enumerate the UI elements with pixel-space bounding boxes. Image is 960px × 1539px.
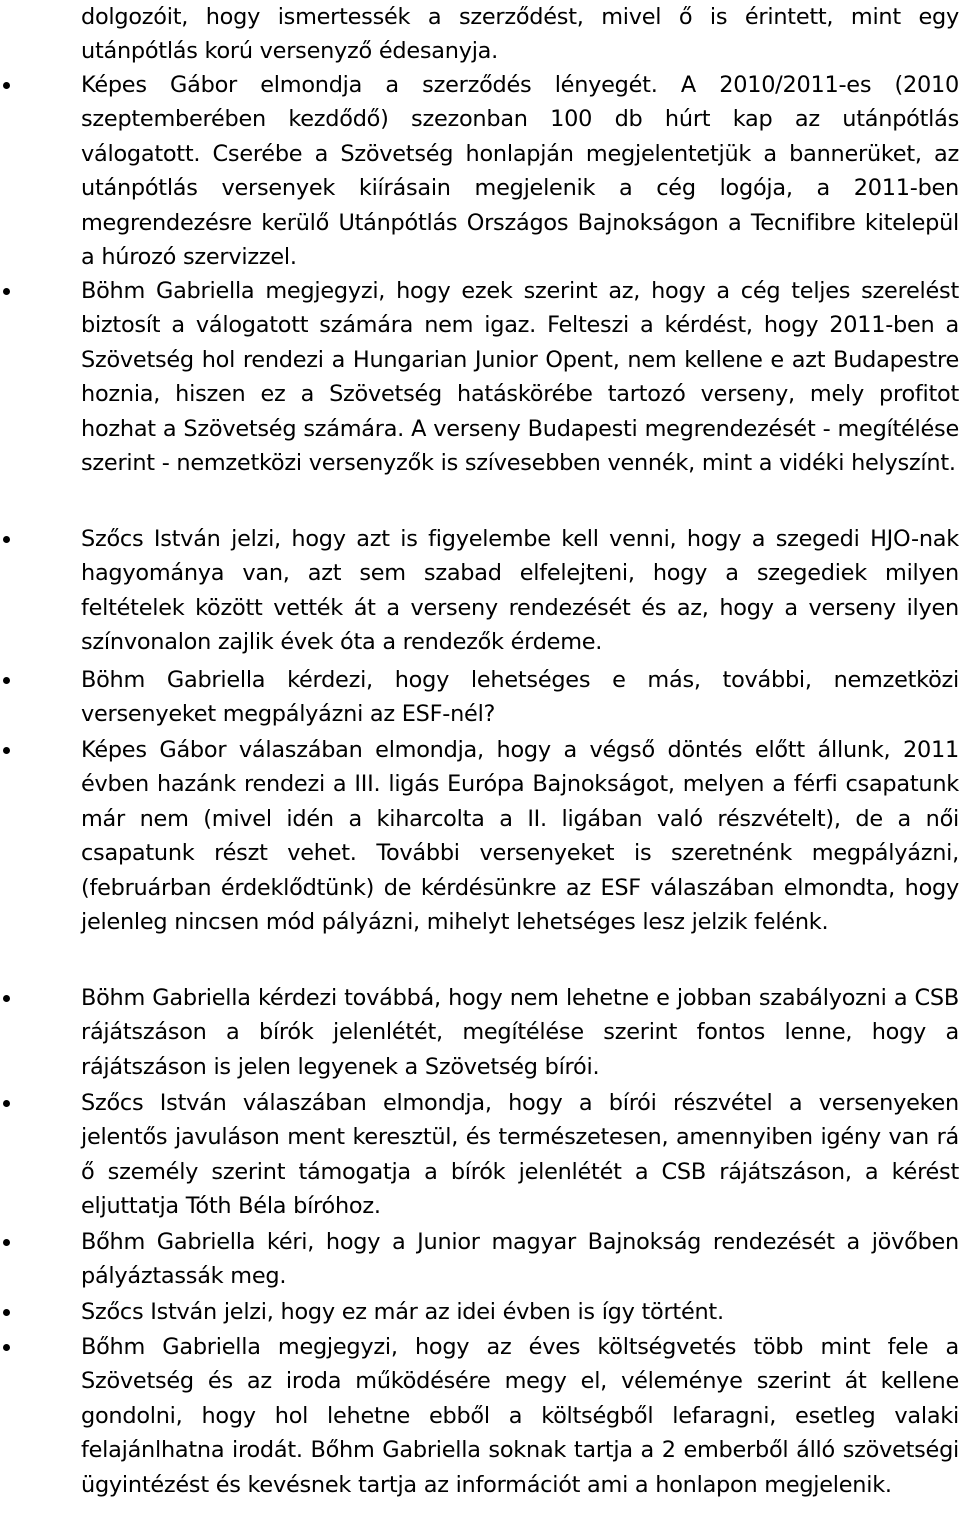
paragraph-text: Bőhm Gabriella megjegyzi, hogy az éves költségvetés több mint fele a Szövetség és az iroda működésére megy el, véleménye szerint át kellene gondolni, hogy hol lehetne ebből a költségből lefaragni, esetleg valaki felajánlhatna irodát. Bőhm Gabriella soknak tartja a 2 emberből álló szövetségi ügyintézést és kevésnek tartja az információt ami a honlapon megjelenik. xyxy=(81,1334,959,1498)
paragraph-text: Képes Gábor elmondja a szerződés lényegét. A 2010/2011-es (2010 szeptemberében kezdődő) szezonban 100 db húrt kap az utánpótlás válogatott. Cserébe a Szövetség honlapján megjelentetjük a bannerüket, az utánpótlás versenyek kiírásain megjelenik a cég logója, a 2011-ben megrendezésre kerülő Utánpótlás Országos Bajnokságon a Tecnifibre kitelepül a húrozó szervizzel. xyxy=(81,72,959,271)
paragraph-text: Szőcs István jelzi, hogy ez már az idei évben is így történt. xyxy=(81,1299,724,1325)
bullet-paragraph xyxy=(81,1295,959,1329)
paragraph-text: Képes Gábor válaszában elmondja, hogy a végső döntés előtt állunk, 2011 évben hazánk rendezi a III. ligás Európa Bajnokságot, melyen a férfi csapatunk már nem (mivel idén a kiharcolta a II. ligában való részvételt), de a női csapatunk részt vehet. További versenyeket is szeretnénk megpályázni, (februárban érdeklődtünk) de kérdésünkre az ESF válaszában elmondta, hogy jelenleg nincsen mód pályázni, mihelyt lehetséges lesz jelzik felénk. xyxy=(81,737,959,936)
paragraph-text: Böhm Gabriella kérdezi, hogy lehetséges e más, további, nemzetközi versenyeket megpályázni az ESF-nél? xyxy=(81,667,959,728)
paragraph-text: dolgozóit, hogy ismertessék a szerződést, mivel ő is érintett, mint egy utánpótlás korú versenyző édesanyja. xyxy=(81,4,959,65)
bullet-paragraph xyxy=(81,733,959,939)
paragraph-text: Böhm Gabriella megjegyzi, hogy ezek szerint az, hogy a cég teljes szerelést biztosít a válogatott számára nem igaz. Felteszi a kérdést, hogy 2011-ben a Szövetség hol rendezi a Hungarian Junior Opent, nem kellene e azt Budapestre hoznia, hiszen ez a Szövetség hatáskörébe tartozó verseny, mely profitot hozhat a Szövetség számára. A verseny Budapesti megrendezését - megítélése szerint - nemzetközi versenyzők is szívesebben vennék, mint a vidéki helyszínt. xyxy=(81,278,959,477)
paragraph-text: Bőhm Gabriella kéri, hogy a Junior magyar Bajnokság rendezését a jövőben pályáztassák meg. xyxy=(81,1229,959,1290)
bullet-paragraph xyxy=(81,663,959,732)
paragraph-continuation xyxy=(81,0,959,69)
paragraph-text: Szőcs István válaszában elmondja, hogy a bírói részvétel a versenyeken jelentős javuláson ment keresztül, és természetesen, amennyiben igény van rá ő személy szerint támogatja a bírók jelenlétét a CSB rájátszáson, a kérést eljuttatja Tóth Béla bíróhoz. xyxy=(81,1090,959,1220)
paragraph-text: Böhm Gabriella kérdezi továbbá, hogy nem lehetne e jobban szabályozni a CSB rájátszáson a bírók jelenlétét, megítélése szerint fontos lenne, hogy a rájátszáson is jelen legyenek a Szövetség bírói. xyxy=(81,985,959,1080)
bullet-paragraph xyxy=(81,981,959,1084)
bullet-paragraph xyxy=(81,274,959,480)
bullet-paragraph xyxy=(81,68,959,274)
paragraph-text: Szőcs István jelzi, hogy azt is figyelembe kell venni, hogy a szegedi HJO-nak hagyománya van, azt sem szabad elfelejteni, hogy a szegediek milyen feltételek között vették át a verseny rendezését és az, hogy a verseny ilyen színvonalon zajlik évek óta a rendezők érdeme. xyxy=(81,526,959,656)
bullet-paragraph xyxy=(81,522,959,660)
bullet-paragraph xyxy=(81,1086,959,1224)
bullet-paragraph xyxy=(81,1225,959,1294)
bullet-paragraph xyxy=(81,1330,959,1502)
